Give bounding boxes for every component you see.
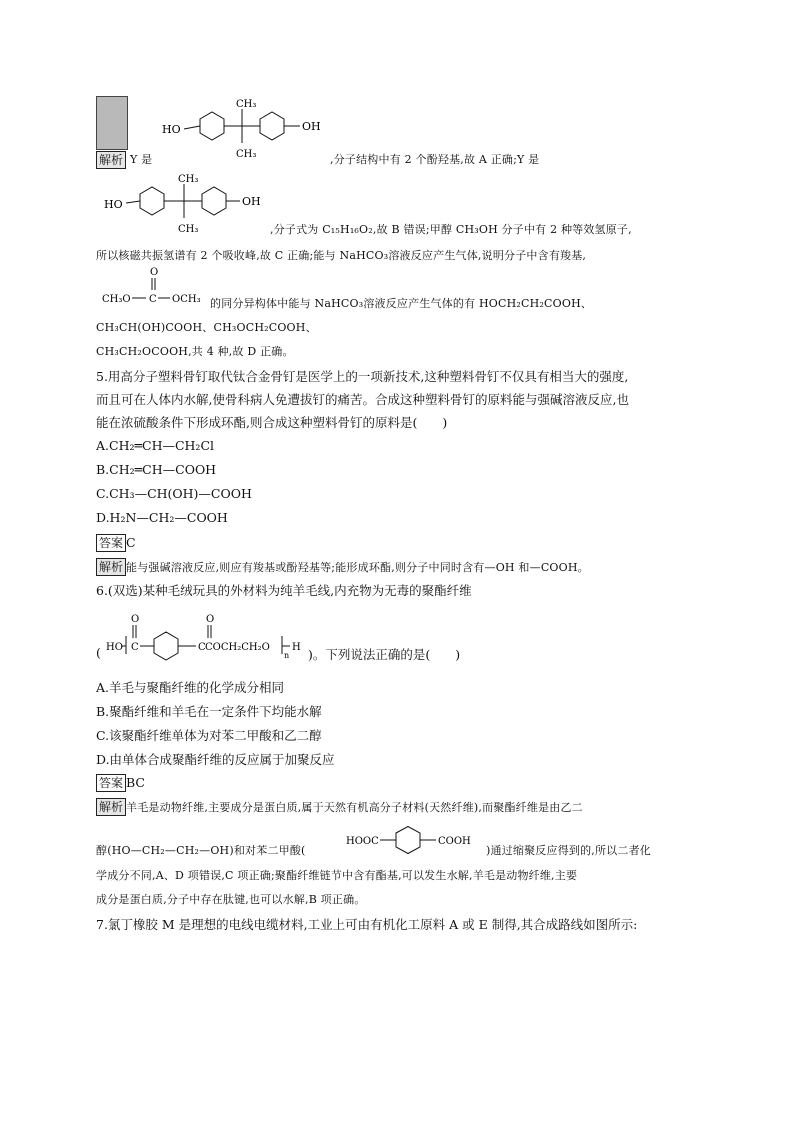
q6-analysis-line2-tail: )通过缩聚反应得到的,所以二者化 xyxy=(486,844,651,857)
struct-ch3-bottom: CH₃ xyxy=(236,149,257,160)
bisphenol-structure-1 xyxy=(160,95,330,163)
analysis-text: 能与强碱溶液反应,则应有羧基或酚羟基等;能形成环酯,则分子中同时含有—OH 和—COOH。 xyxy=(126,561,589,574)
poly-o1: O xyxy=(131,614,140,625)
q5-stem-3: 能在浓硫酸条件下形成环酯,则合成这种塑料骨钉的原料是( ) xyxy=(96,415,448,430)
struct-ester-right: OCH₃ xyxy=(172,294,201,305)
analysis-label: 解析 xyxy=(96,798,126,816)
q6-answer xyxy=(96,772,145,792)
struct-ch3-top: CH₃ xyxy=(236,99,257,110)
struct-ch3-top: CH₃ xyxy=(178,174,199,185)
q5-option-a: A.CH₂═CH—CH₂Cl xyxy=(96,438,215,453)
answer-label: 答案 xyxy=(96,534,126,552)
answer-value: BC xyxy=(126,775,145,790)
q4-line2: ,分子式为 C₁₅H₁₆O₂,故 B 错误;甲醇 CH₃OH 分子中有 2 种等效氢原子, xyxy=(270,223,632,236)
struct-ho: HO xyxy=(104,198,123,211)
acid-right: COOH xyxy=(438,836,471,847)
q6-analysis-line2-head: 醇(HO—CH₂—CH₂—OH)和对苯二甲酸( xyxy=(96,844,306,857)
answer-label: 答案 xyxy=(96,774,126,792)
q6-option-d: D.由单体合成聚酯纤维的反应属于加聚反应 xyxy=(96,752,335,767)
analysis-label: 解析 xyxy=(96,149,126,169)
q6-option-a: A.羊毛与聚酯纤维的化学成分相同 xyxy=(96,680,285,695)
q5-answer xyxy=(96,532,136,552)
dimethyl-carbonate-structure xyxy=(100,264,210,308)
q4-line4: 的同分异构体中能与 NaHCO₃溶液反应产生气体的有 HOCH₂CH₂COOH、 xyxy=(210,297,593,310)
q5-stem-2: 而且可在人体内水解,使骨科病人免遭拔钉的痛苦。合成这种塑料骨钉的原料能与强碱溶液反应,也 xyxy=(96,392,629,407)
struct-ho: HO xyxy=(162,123,181,136)
q4-line3: 所以核磁共振氢谱有 2 个吸收峰,故 C 正确;能与 NaHCO₃溶液反应产生气体,说明分子中含有羧基, xyxy=(96,249,587,262)
answer-value: C xyxy=(126,535,136,550)
q6-stem-1: 6.(双选)某种毛绒玩具的外材料为纯羊毛线,内充物为无毒的聚酯纤维 xyxy=(96,583,472,598)
q4-line6: CH₃CH₂OCOOH,共 4 种,故 D 正确。 xyxy=(96,345,294,358)
q5-stem-1: 5.用高分子塑料骨钉取代钛合金骨钉是医学上的一项新技术,这种塑料骨钉不仅具有相当大的强度, xyxy=(96,369,629,384)
struct-oh: OH xyxy=(302,120,321,133)
q7-stem: 7.氯丁橡胶 M 是理想的电线电缆材料,工业上可由有机化工原料 A 或 E 制得,其合成路线如图所示: xyxy=(96,917,638,932)
struct-ester-left: CH₃O xyxy=(102,294,131,305)
poly-c1: C xyxy=(131,642,139,653)
poly-o2: O xyxy=(206,614,215,625)
text-y-is: Y 是 xyxy=(130,153,153,166)
bisphenol-structure-2 xyxy=(102,170,272,238)
struct-oh: OH xyxy=(242,195,261,208)
poly-ho: HO xyxy=(106,642,123,653)
terephthalic-acid-structure xyxy=(344,826,489,862)
q6-analysis-line3: 学成分不同,A、D 项错误,C 项正确;聚酯纤维链节中含有酯基,可以发生水解,羊毛是动物纤维,主要 xyxy=(96,869,578,882)
q6-analysis-line4: 成分是蛋白质,分子中存在肽键,也可以水解,B 项正确。 xyxy=(96,893,366,906)
poly-n: n xyxy=(284,651,290,660)
struct-ch3-bottom: CH₃ xyxy=(178,224,199,235)
q6-paren-open: ( xyxy=(96,645,101,660)
q5-option-b: B.CH₂═CH—COOH xyxy=(96,462,217,477)
analysis-label: 解析 xyxy=(96,558,126,576)
poly-h: H xyxy=(292,642,301,653)
struct-o: O xyxy=(150,267,159,278)
poly-c2: C xyxy=(198,642,206,653)
q6-analysis-line1 xyxy=(96,796,583,816)
polyester-structure xyxy=(104,610,314,662)
q6-option-b: B.聚酯纤维和羊毛在一定条件下均能水解 xyxy=(96,704,322,719)
struct-c: C xyxy=(149,294,157,305)
q6-option-c: C.该聚酯纤维单体为对苯二甲酸和乙二醇 xyxy=(96,728,322,743)
analysis-text: 羊毛是动物纤维,主要成分是蛋白质,属于天然有机高分子材料(天然纤维),而聚酯纤维是由乙二 xyxy=(126,801,583,814)
q5-analysis xyxy=(96,556,589,576)
q4-line5: CH₃CH(OH)COOH、CH₃OCH₂COOH、 xyxy=(96,321,317,334)
poly-tail: COCH₂CH₂O xyxy=(205,642,270,653)
q5-option-c: C.CH₃—CH(OH)—COOH xyxy=(96,486,252,501)
acid-left: HOOC xyxy=(346,836,379,847)
q5-option-d: D.H₂N—CH₂—COOH xyxy=(96,510,228,525)
q6-stem-2: )。下列说法正确的是( ) xyxy=(308,647,461,662)
q4-line1: ,分子结构中有 2 个酚羟基,故 A 正确;Y 是 xyxy=(330,153,540,166)
analysis-marker-bar xyxy=(96,96,128,150)
